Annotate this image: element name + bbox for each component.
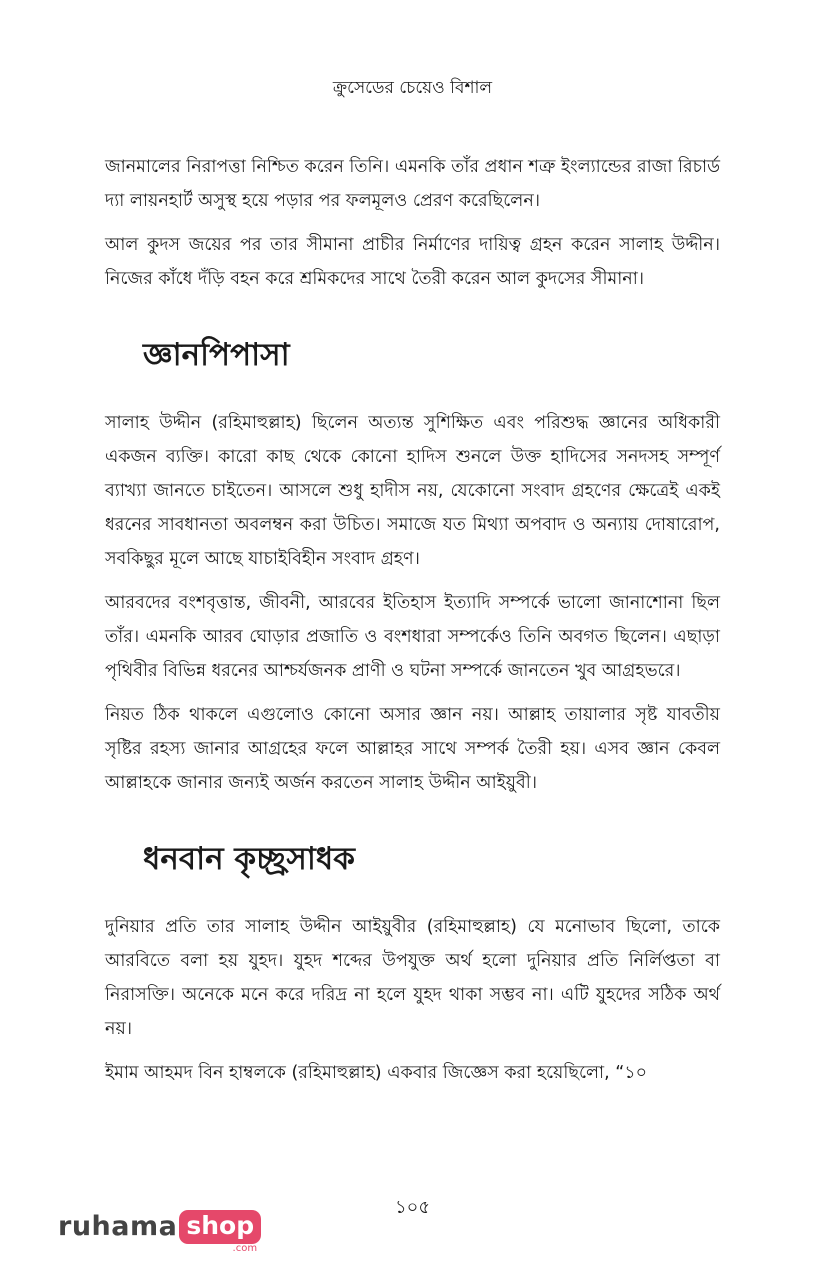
ruhama-shop-logo: [58, 1207, 261, 1267]
body-paragraph: আল কুদস জয়ের পর তার সীমানা প্রাচীর নির্মাণের দায়িত্ব গ্রহন করেন সালাহ উদ্দীন। নিজের কাঁধে দঁড়ি বহন করে শ্রমিকদের সাথে তৈরী করেন আল কুদসের সীমানা।: [105, 235, 720, 289]
body-paragraph: আরবদের বংশবৃত্তান্ত, জীবনী, আরবের ইতিহাস ইত্যাদি সম্পর্কে ভালো জানাশোনা ছিল তাঁর। এমনকি আরব ঘোড়ার প্রজাতি ও বংশধারা সম্পর্কেও তিনি অবগত ছিলেন। এছাড়া পৃথিবীর বিভিন্ন ধরনের আশ্চর্যজনক প্রাণী ও ঘটনা সম্পর্কে জানতেন খুব আগ্রহভরে।: [105, 593, 720, 681]
section-heading: জ্ঞানপিপাসা: [143, 337, 290, 373]
logo-shop-badge: shop: [179, 1210, 261, 1244]
logo-domain-suffix: .com: [232, 1243, 258, 1254]
body-paragraph: জানমালের নিরাপত্তা নিশ্চিত করেন তিনি। এমনকি তাঁর প্রধান শত্রু ইংল্যান্ডের রাজা রিচার্ড দ্যা লায়নহার্ট অসুস্থ হয়ে পড়ার পর ফলমূলও প্রেরণ করেছিলেন।: [105, 157, 720, 211]
section-heading: ধনবান কৃচ্ছ্রসাধক: [143, 841, 355, 877]
body-paragraph: দুনিয়ার প্রতি তার সালাহ উদ্দীন আইয়ুবীর (রহিমাহুল্লাহ) যে মনোভাব ছিলো, তাকে আরবিতে বলা হয় যুহদ। যুহদ শব্দের উপযুক্ত অর্থ হলো দুনিয়ার প্রতি নির্লিপ্ততা বা নিরাসক্তি। অনেকে মনে করে দরিদ্র না হলে যুহদ থাকা সম্ভব না। এটি যুহদের সঠিক অর্থ নয়।: [105, 917, 720, 1039]
logo-badge-wrap: [179, 1210, 261, 1254]
body-paragraph: নিয়ত ঠিক থাকলে এগুলোও কোনো অসার জ্ঞান নয়। আল্লাহ তায়ালার সৃষ্ট যাবতীয় সৃষ্টির রহস্য জানার আগ্রহের ফলে আল্লাহর সাথে সম্পর্ক তৈরী হয়। এসব জ্ঞান কেবল আল্লাহকে জানার জন্যই অর্জন করতেন সালাহ উদ্দীন আইয়ুবী।: [105, 705, 720, 793]
running-header: ক্রুসেডের চেয়েও বিশাল: [332, 78, 493, 98]
body-paragraph: সালাহ উদ্দীন (রহিমাহুল্লাহ) ছিলেন অত্যন্ত সুশিক্ষিত এবং পরিশুদ্ধ জ্ঞানের অধিকারী একজন ব্যক্তি। কারো কাছ থেকে কোনো হাদিস শুনলে উক্ত হাদিসের সনদসহ সম্পূর্ণ ব্যাখ্যা জানতে চাইতেন। আসলে শুধু হাদীস নয়, যেকোনো সংবাদ গ্রহণের ক্ষেত্রেই একই ধরনের সাবধানতা অবলম্বন করা উচিত। সমাজে যত মিথ্যা অপবাদ ও অন্যায় দোষারোপ, সবকিছুর মূলে আছে যাচাইবিহীন সংবাদ গ্রহণ।: [105, 413, 720, 569]
page-number: ১০৫: [394, 1197, 431, 1218]
body-paragraph: ইমাম আহমদ বিন হাম্বলকে (রহিমাহুল্লাহ) একবার জিজ্ঞেস করা হয়েছিলো, “১০: [105, 1063, 648, 1083]
page-body: [105, 150, 720, 1100]
logo-wordmark: ruhama: [58, 1211, 178, 1242]
